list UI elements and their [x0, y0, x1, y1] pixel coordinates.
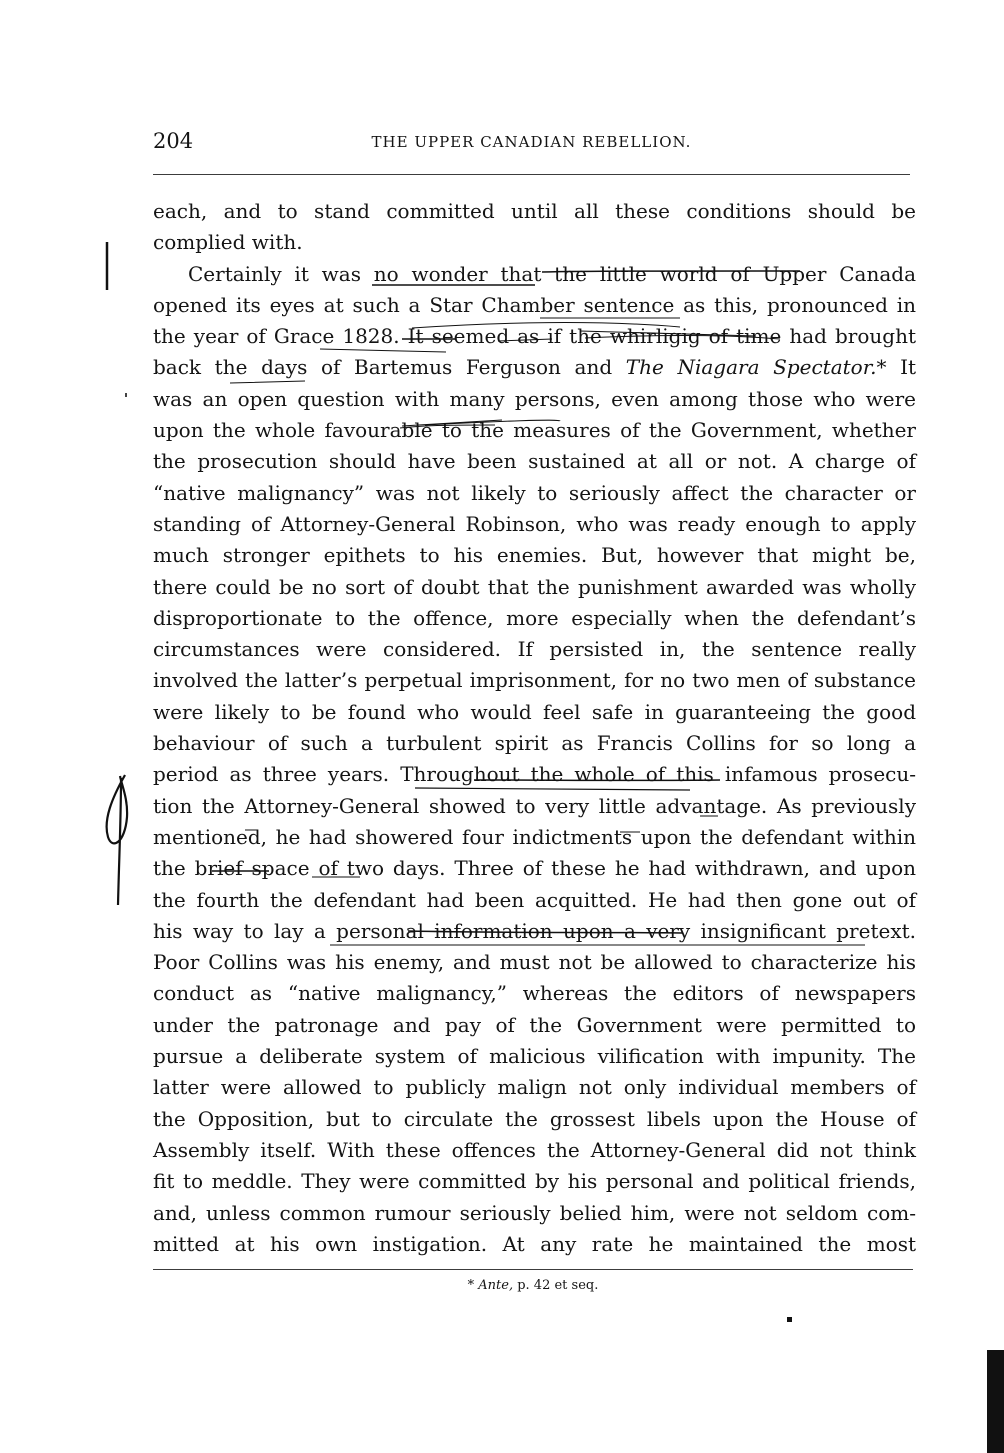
text-line — [153, 1010, 916, 1041]
text-line — [153, 1198, 916, 1229]
text-line-content: Certainly it was no wonder that the little world of Upper Canada — [188, 261, 916, 286]
text-line — [153, 259, 916, 290]
text-line — [153, 822, 916, 853]
text-line — [153, 885, 916, 916]
text-line — [153, 1104, 916, 1135]
italic-title: The Niagara Spectator. — [625, 355, 877, 380]
text-line-content: tion the Attorney-General showed to very little advantage. As previously — [153, 793, 916, 818]
footnote-marker: * — [467, 1278, 475, 1293]
text-line-content: the year of Grace 1828. It seemed as if the whirligig of time had brought — [153, 324, 916, 349]
text-line-content: mitted at his own instigation. At any rate he maintained the most — [153, 1231, 916, 1256]
text-line-content: complied with. — [153, 230, 303, 255]
text-line — [153, 321, 916, 352]
text-line-content: opened its eyes at such a Star Chamber sentence as this, pronounced in — [153, 292, 916, 317]
margin-deletion-mark — [107, 775, 128, 905]
page-header — [153, 126, 910, 156]
text-line-content: his way to lay a personal information upon a very insignificant pretext. — [153, 918, 916, 943]
text-line — [153, 227, 916, 258]
text-line-content: pursue a deliberate system of malicious vilification with impunity. The — [153, 1044, 916, 1069]
text-line — [153, 540, 916, 571]
text-line — [153, 634, 916, 665]
text-line-content: standing of Attorney-General Robinson, who was ready enough to apply — [153, 511, 916, 536]
text-line-content: behaviour of such a turbulent spirit as Francis Collins for so long a — [153, 731, 916, 756]
text-line-content: the prosecution should have been sustained at all or not. A charge of — [153, 449, 916, 474]
text-line — [153, 572, 916, 603]
body-text — [153, 196, 916, 1260]
text-line — [153, 728, 916, 759]
text-line-content: the Opposition, but to circulate the grossest libels upon the House of — [153, 1106, 916, 1131]
text-line-content: disproportionate to the offence, more especially when the defendant’s — [153, 605, 916, 630]
text-line-content: conduct as “native malignancy,” whereas the editors of newspapers — [153, 981, 916, 1006]
text-line-content: was an open question with many persons, even among those who were — [153, 386, 916, 411]
text-line-content: and, unless common rumour seriously belied him, were not seldom com- — [153, 1200, 916, 1225]
text-line — [153, 384, 916, 415]
footnote — [153, 1276, 913, 1296]
footnote-page-ref: p. 42 et seq. — [517, 1278, 599, 1293]
text-line — [153, 1041, 916, 1072]
running-head: THE UPPER CANADIAN REBELLION. — [371, 133, 692, 151]
text-line-content: fit to meddle. They were committed by his personal and political friends, — [153, 1169, 916, 1194]
text-line — [153, 665, 916, 696]
text-line-content: Poor Collins was his enemy, and must not be allowed to characterize his — [153, 950, 916, 975]
text-line — [153, 759, 916, 790]
header-rule — [153, 174, 910, 175]
text-line — [153, 947, 916, 978]
text-line-content: mentioned, he had showered four indictments upon the defendant within — [153, 824, 916, 849]
text-line — [153, 1229, 916, 1260]
edge-mark — [987, 1350, 1004, 1453]
ink-dot — [125, 393, 127, 397]
text-line-content: involved the latter’s perpetual imprisonment, for no two men of substance — [153, 668, 916, 693]
footnote-source: Ante, — [478, 1278, 514, 1293]
text-line — [153, 853, 916, 884]
text-line-content: “native malignancy” was not likely to seriously affect the character or — [153, 480, 916, 505]
text-line-content: there could be no sort of doubt that the punishment awarded was wholly — [153, 574, 916, 599]
text-line-content: upon the whole favourable to the measures of the Government, whether — [153, 418, 916, 443]
footnote-rule — [153, 1269, 913, 1270]
text-line — [153, 978, 916, 1009]
page-number: 204 — [153, 129, 194, 153]
text-line-content: the brief space of two days. Three of these he had withdrawn, and upon — [153, 856, 916, 881]
text-line-content: Assembly itself. With these offences the Attorney-General did not think — [153, 1137, 916, 1162]
text-line-content: were likely to be found who would feel safe in guaranteeing the good — [153, 699, 916, 724]
text-line-content: the fourth the defendant had been acquitted. He had then gone out of — [153, 887, 916, 912]
text-line — [153, 603, 916, 634]
text-line — [153, 1166, 916, 1197]
text-line — [153, 352, 916, 383]
text-line — [153, 415, 916, 446]
text-line — [153, 509, 916, 540]
text-line-content: under the patronage and pay of the Government were permitted to — [153, 1012, 916, 1037]
text-line-content: latter were allowed to publicly malign not only individual members of — [153, 1075, 916, 1100]
text-line-content: period as three years. Throughout the whole of this infamous prosecu- — [153, 762, 916, 787]
text-line — [153, 478, 916, 509]
text-line — [153, 791, 916, 822]
footnote-reference: * It — [876, 355, 917, 380]
text-line-content: much stronger epithets to his enemies. But, however that might be, — [153, 543, 916, 568]
ink-dot — [787, 1317, 792, 1322]
text-line — [153, 446, 916, 477]
text-line — [153, 290, 916, 321]
text-line — [153, 916, 916, 947]
text-line-content: each, and to stand committed until all these conditions should be — [153, 199, 916, 223]
text-line — [153, 196, 916, 227]
text-line — [153, 697, 916, 728]
text-line — [153, 1135, 916, 1166]
text-line-content: circumstances were considered. If persisted in, the sentence really — [153, 637, 916, 662]
text-line-content: back the days of Bartemus Ferguson and — [153, 355, 613, 380]
text-line — [153, 1072, 916, 1103]
